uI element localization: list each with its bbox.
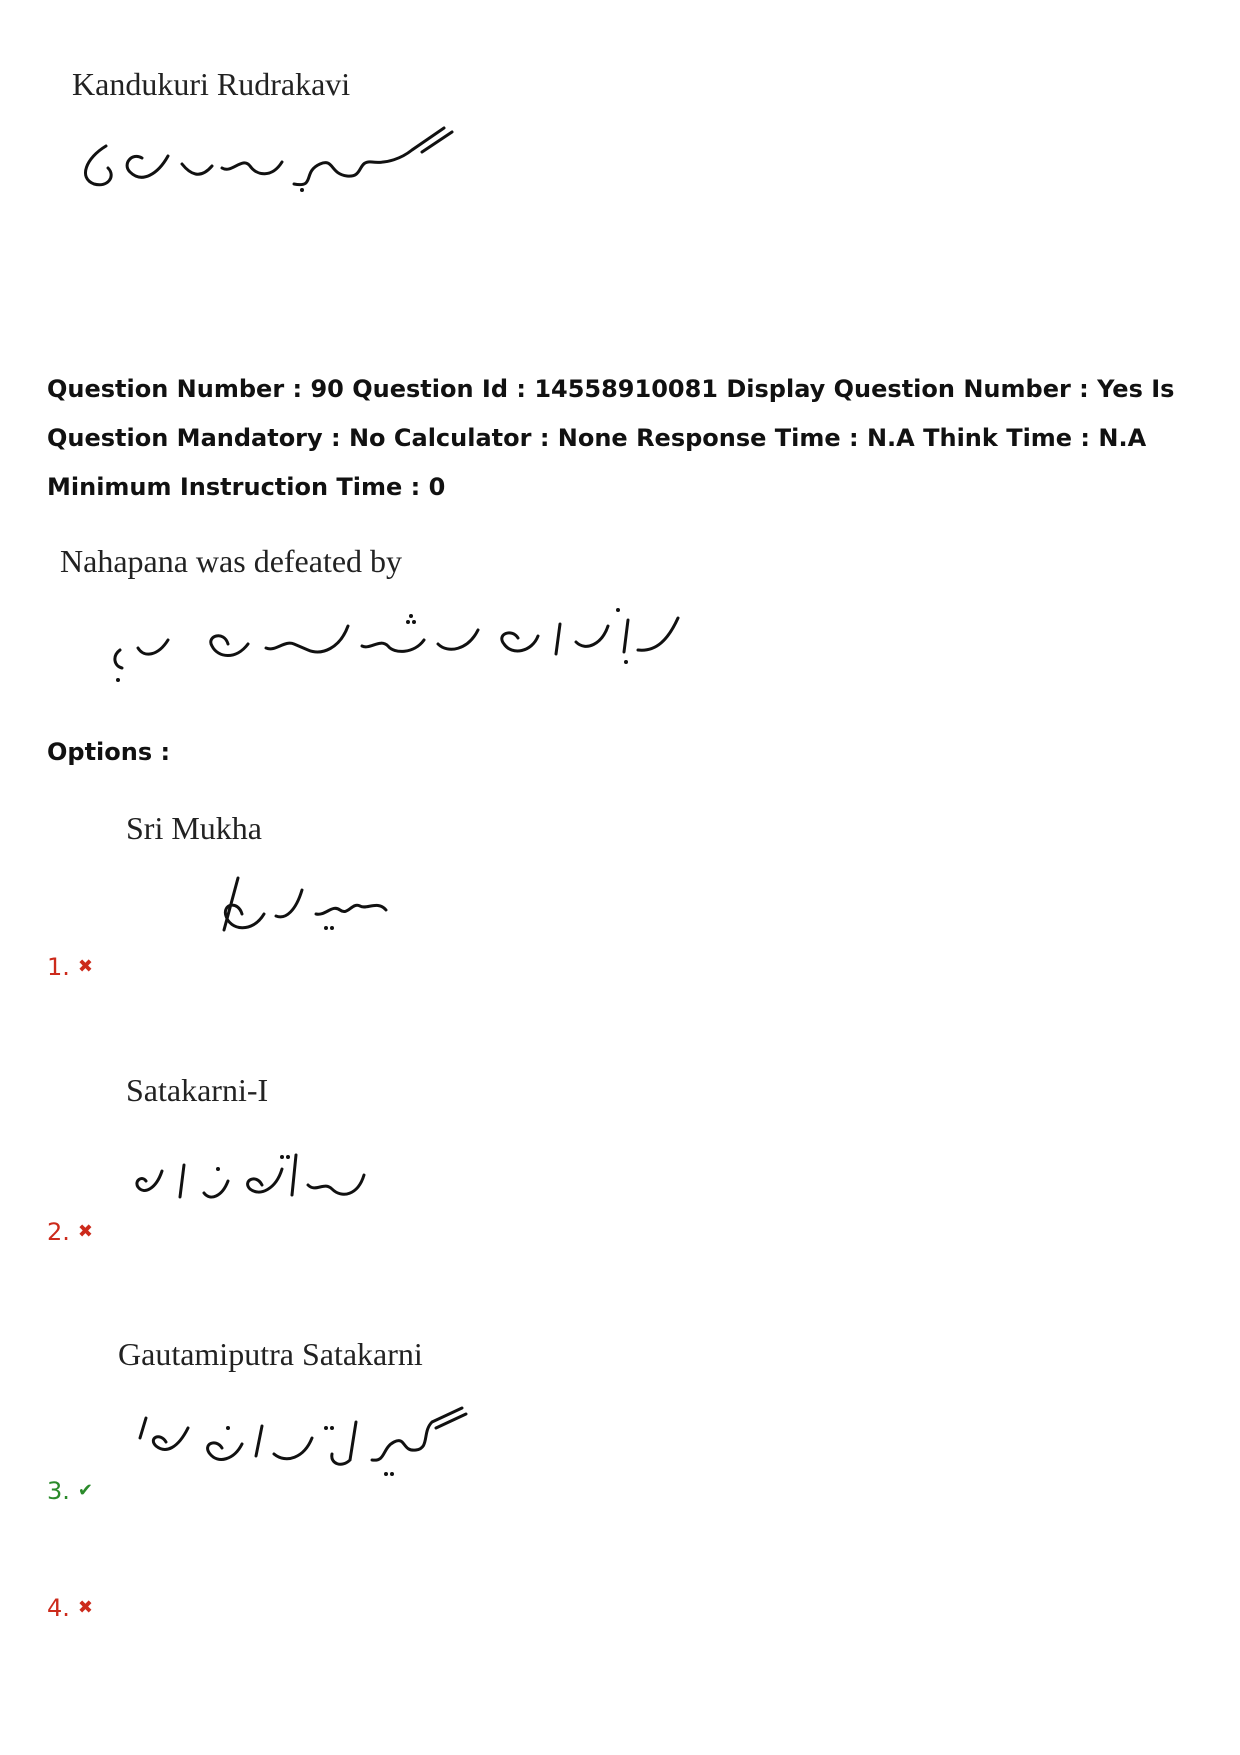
option-1-english: Sri Mukha: [126, 810, 262, 846]
option-1-urdu-handwriting: [216, 870, 396, 950]
question-english: Nahapana was defeated by: [60, 543, 403, 579]
question-urdu-handwriting: [108, 600, 688, 690]
option-2-marker: [47, 1218, 93, 1246]
check-icon: ✔: [77, 1479, 93, 1501]
option-3-marker: [47, 1477, 93, 1505]
option-4-marker: [47, 1594, 93, 1622]
option-3-english: Gautamiputra Satakarni: [118, 1336, 423, 1372]
option-1-number: 1.: [47, 953, 70, 981]
cross-icon: ✖: [77, 1220, 93, 1242]
option-2-english: Satakarni-I: [126, 1072, 269, 1108]
question-meta: Question Number : 90 Question Id : 14558910081 Display Question Number : Yes Is Question Mandatory : No Calculator : None Response Time : N.A Think Time : N.A Minimum Instruction Time : 0: [47, 375, 1175, 501]
option-3-number: 3.: [47, 1477, 70, 1505]
option-2-urdu-handwriting: [132, 1145, 372, 1225]
prev-option-english: Kandukuri Rudrakavi: [72, 66, 351, 102]
options-label: Options :: [47, 738, 171, 766]
cross-icon: ✖: [77, 955, 93, 977]
cross-icon: ✖: [77, 1596, 93, 1618]
option-3-urdu-handwriting: [136, 1398, 476, 1498]
prev-option-urdu-handwriting: [72, 118, 472, 198]
option-4-number: 4.: [47, 1594, 70, 1622]
option-1-marker: [47, 953, 93, 981]
option-2-number: 2.: [47, 1218, 70, 1246]
